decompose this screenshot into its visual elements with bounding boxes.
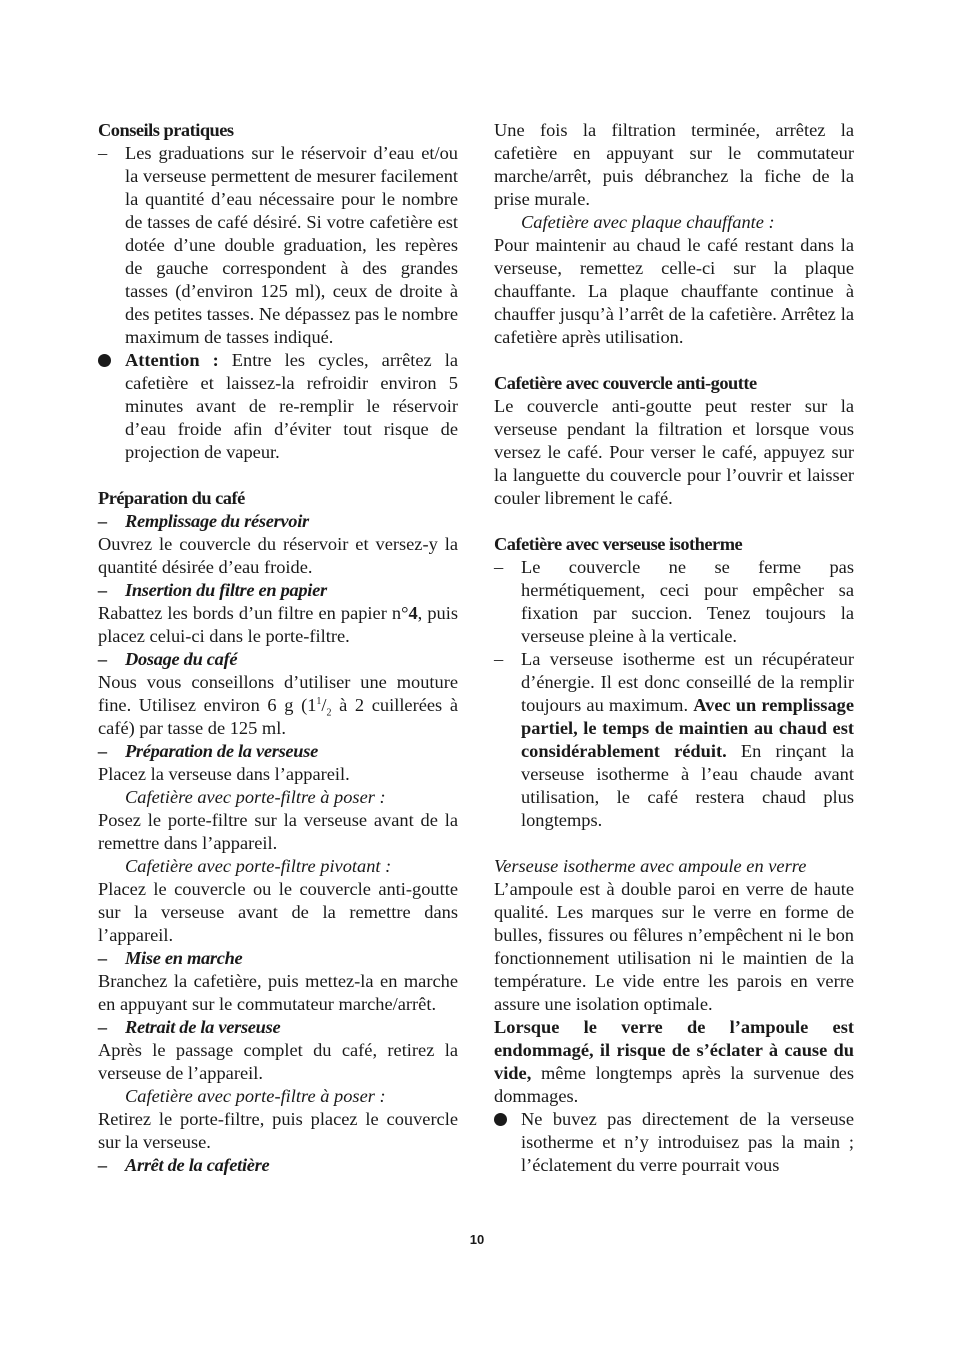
dosage-paragraph: Nous vous conseillons d’utiliser une mouture fine. Utilisez environ 6 g ($1^1/_2$ à 2 cuillerées à café) par tasse de 125 ml. xyxy=(98,672,458,738)
bullet-icon xyxy=(98,349,111,373)
isotherme-item-text: Le couvercle ne se ferme pas hermétiquement, ceci pour empêcher sa fixation par succion. Tenez toujours la verseuse pleine à la verticale. xyxy=(521,557,854,646)
right-column xyxy=(494,119,854,1177)
filter-number: 4 xyxy=(408,603,418,623)
dosage-text-end: à 2 cuillerées à café) par tasse de 125 ml. xyxy=(98,695,458,738)
dash-marker: – xyxy=(494,557,504,577)
poser-text: Posez le porte-filtre sur la verseuse avant de la remettre dans l’appareil. xyxy=(98,810,458,853)
insertion-text-end: , puis placez celui-ci dans le porte-filtre. xyxy=(98,603,459,646)
plaque-text: Pour maintenir au chaud le café restant dans la verseuse, remettez celle-ci sur la plaque chauffante. La plaque chauffante continue à chauffer jusqu’à l’arrêt de la cafetière. Arrêtez la cafetière après utilisation. xyxy=(494,235,854,347)
fraction-numerator: 1 xyxy=(316,695,322,707)
subheading-retrait xyxy=(98,1016,458,1039)
ampoule-text: L’ampoule est à double paroi en verre de haute qualité. Les marques sur le verre en forme de bulles, fissures ou fêlures n’empêchent ni le bon fonctionnement utilisation ni le maintien de la température. Le vide entre les parois en verre assure une isolation optimale. xyxy=(494,879,854,1014)
conseils-item-text: Les graduations sur le réservoir d’eau et/ou la verseuse permettent de mesurer facilement la quantité d’eau nécessaire pour le nombre de tasses de café désiré. Si votre cafetière est dotée d’une double graduation, les repères de gauche correspondent à des grandes tasses (d’environ 125 ml), ceux de droite à des petites tasses. Ne dépassez pas le nombre maximum de tasses indiqué. xyxy=(125,143,458,347)
subheading-text: Remplissage du réservoir xyxy=(125,511,309,531)
ampoule-heading: Verseuse isotherme avec ampoule en verre xyxy=(494,856,807,876)
page-number: 10 xyxy=(469,1232,485,1247)
left-column xyxy=(98,119,458,1177)
bullet-text: Ne buvez pas directement de la verseuse isotherme et n’y introduisez pas la main ; l’éclatement du verre pourrait vous xyxy=(521,1109,854,1175)
retrait-text: Après le passage complet du café, retirez la verseuse de l’appareil. xyxy=(98,1040,458,1083)
fraction-denominator: 2 xyxy=(326,707,332,719)
attention-text: Entre les cycles, arrêtez la cafetière et laissez-la refroidir environ 5 minutes avant de re-remplir le réservoir d’eau froide afin d’éviter tout risque de projection de vapeur. xyxy=(125,350,458,462)
insertion-text: Rabattez les bords d’un filtre en papier n° xyxy=(98,603,409,623)
warning-paragraph xyxy=(494,1016,854,1108)
subheading-dosage xyxy=(98,648,458,671)
warning-bold: Lorsque le verre de l’ampoule est endommagé, il risque de s’éclater à cause du vide, xyxy=(494,1017,854,1083)
isotherme-list-item xyxy=(494,556,854,648)
poser-label: Cafetière avec porte-filtre à poser : xyxy=(125,787,386,807)
dash-marker: – xyxy=(98,649,107,669)
attention-list-item xyxy=(98,349,458,464)
subheading-text: Arrêt de la cafetière xyxy=(125,1155,270,1175)
warning-text: même longtemps après la survenue des dommages. xyxy=(494,1063,854,1106)
marche-text: Branchez la cafetière, puis mettez-la en marche en appuyant sur le commutateur marche/arrêt. xyxy=(98,971,458,1014)
antigoutte-heading: Cafetière avec couvercle anti-goutte xyxy=(494,373,757,393)
pivotant-label: Cafetière avec porte-filtre pivotant : xyxy=(125,856,392,876)
bullet-list-item xyxy=(494,1108,854,1177)
subheading-text: Mise en marche xyxy=(125,948,243,968)
dosage-text: Nous vous conseillons d’utiliser une mouture fine. Utilisez environ 6 g (1 xyxy=(98,672,458,715)
dash-marker: – xyxy=(98,580,107,600)
dash-marker: – xyxy=(98,1017,107,1037)
conseils-list-item xyxy=(98,142,458,349)
dash-marker: – xyxy=(98,143,108,163)
poser2-label: Cafetière avec porte-filtre à poser : xyxy=(125,1086,386,1106)
poser2-text: Retirez le porte-filtre, puis placez le couvercle sur la verseuse. xyxy=(98,1109,458,1152)
isotherme-heading: Cafetière avec verseuse isotherme xyxy=(494,534,743,554)
subheading-text: Dosage du café xyxy=(125,649,238,669)
subheading-verseuse xyxy=(98,740,458,763)
dash-marker: – xyxy=(98,741,107,761)
isotherme-item-text: La verseuse isotherme est un récupérateur d’énergie. Il est donc conseillé de la remplir toujours au maximum. xyxy=(521,649,854,715)
attention-label: Attention : xyxy=(125,350,219,370)
dash-marker: – xyxy=(98,948,107,968)
bullet-icon xyxy=(494,1108,507,1132)
subheading-marche xyxy=(98,947,458,970)
dash-marker: – xyxy=(494,649,504,669)
subheading-text: Insertion du filtre en papier xyxy=(125,580,327,600)
conseils-heading: Conseils pratiques xyxy=(98,120,234,140)
subheading-remplissage xyxy=(98,510,458,533)
insertion-paragraph xyxy=(98,602,458,648)
subheading-arret xyxy=(98,1154,458,1177)
filtration-text: Une fois la filtration terminée, arrêtez la cafetière en appuyant sur le commutateur marche/arrêt, puis débranchez la fiche de la prise murale. xyxy=(494,120,854,209)
isotherme-item-text-end: En rinçant la verseuse isotherme à l’eau chaude avant utilisation, le café restera chaud plus longtemps. xyxy=(521,741,854,830)
dash-marker: – xyxy=(98,511,107,531)
preparation-heading: Préparation du café xyxy=(98,488,245,508)
plaque-label: Cafetière avec plaque chauffante : xyxy=(521,212,775,232)
isotherme-item-bold: Avec un remplissage partiel, le temps de maintien au chaud est considérablement réduit. xyxy=(521,695,855,761)
subheading-insertion xyxy=(98,579,458,602)
isotherme-list-item xyxy=(494,648,854,832)
verseuse-text: Placez la verseuse dans l’appareil. xyxy=(98,764,350,784)
dash-marker: – xyxy=(98,1155,107,1175)
pivotant-text: Placez le couvercle ou le couvercle anti-goutte sur la verseuse avant de la remettre dans l’appareil. xyxy=(98,879,458,945)
antigoutte-text: Le couvercle anti-goutte peut rester sur la verseuse pendant la filtration et lorsque vous versez le café. Pour verser le café, appuyez sur la languette du couvercle pour l’ouvrir et laisser couler librement le café. xyxy=(494,396,854,508)
subheading-text: Préparation de la verseuse xyxy=(125,741,318,761)
subheading-text: Retrait de la verseuse xyxy=(125,1017,281,1037)
remplissage-text: Ouvrez le couvercle du réservoir et versez-y la quantité désirée d’eau froide. xyxy=(98,534,458,577)
